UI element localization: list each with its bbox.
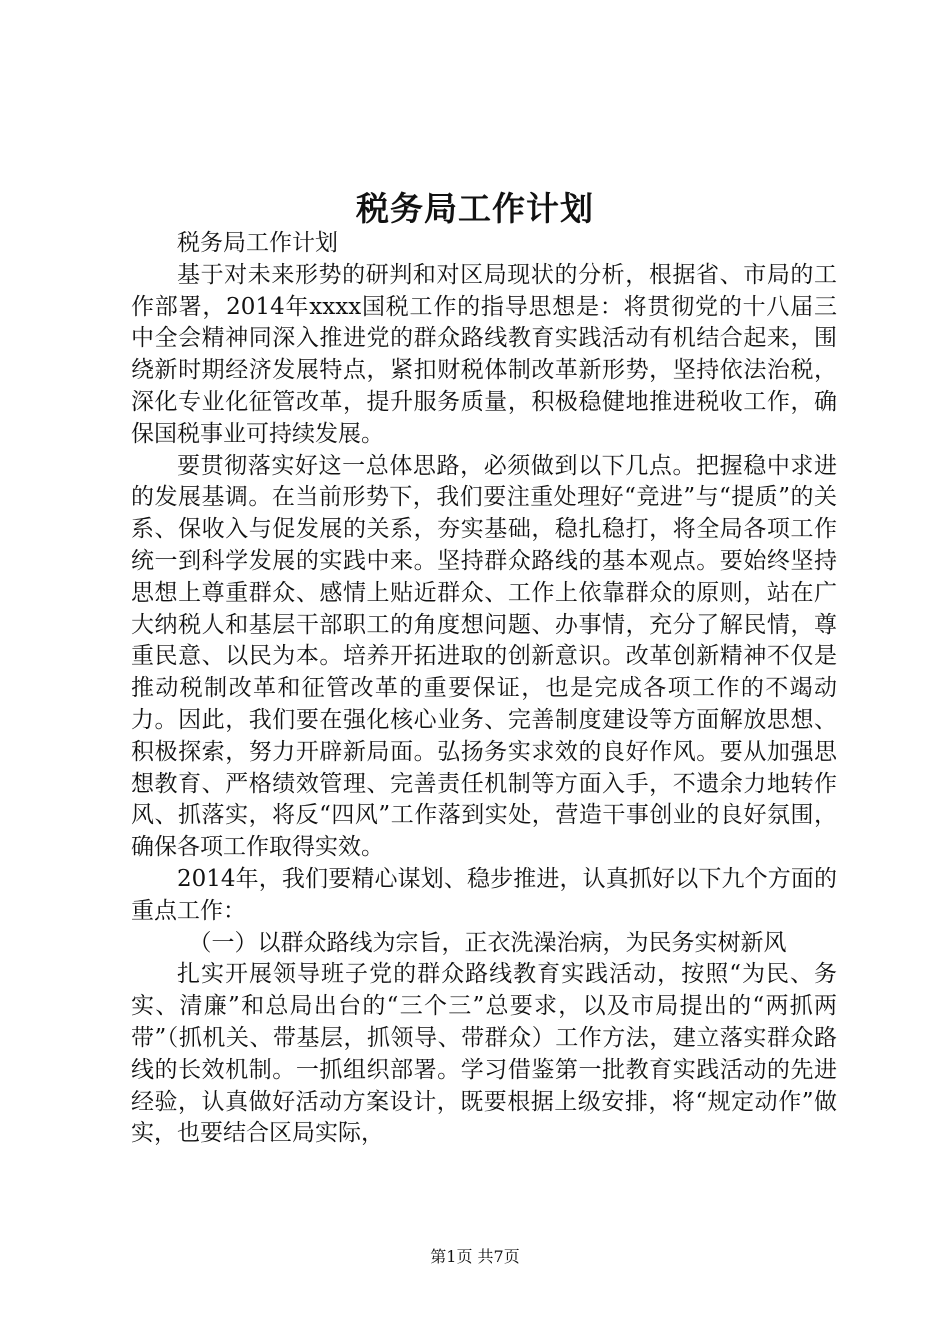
paragraph-mass-line: 扎实开展领导班子党的群众路线教育实践活动，按照“为民、务实、清廉”和总局出台的“三个三”总要求，以及市局提出的“两抓两带”（抓机关、带基层，抓领导、带群众）工作方法，建立落实群众路线的长效机制。一抓组织部署。学习借鉴第一批教育实践活动的先进经验，认真做好活动方案设计，既要根据上级安排，将“规定动作”做实，也要结合区局实际， <box>131 961 837 1147</box>
document-body <box>131 228 837 1150</box>
page-footer: 第1页 共7页 <box>430 1247 520 1266</box>
paragraph-nine-tasks: 2014年，我们要精心谋划、稳步推进，认真抓好以下九个方面的重点工作： <box>131 865 837 924</box>
section-heading-1: （一）以群众路线为宗旨，正衣洗澡治病，为民务实树新风 <box>188 929 787 956</box>
paragraph-guiding-thought: 基于对未来形势的研判和对区局现状的分析，根据省、市局的工作部署，2014年xxxx国税工作的指导思想是：将贯彻党的十八届三中全会精神同深入推进党的群众路线教育实践活动有机结合起来，围绕新时期经济发展特点，紧扣财税体制改革新形势，坚持依法治税，深化专业化征管改革，提升服务质量，积极稳健地推进税收工作，确保国税事业可持续发展。 <box>131 261 837 447</box>
page-title: 税务局工作计划 <box>356 189 594 228</box>
paragraph-subtitle: 税务局工作计划 <box>177 230 338 256</box>
paragraph-key-points: 要贯彻落实好这一总体思路，必须做到以下几点。把握稳中求进的发展基调。在当前形势下，我们要注重处理好“竞进”与“提质”的关系、保收入与促发展的关系，夯实基础，稳扎稳打，将全局各项工作统一到科学发展的实践中来。坚持群众路线的基本观点。要始终坚持思想上尊重群众、感情上贴近群众、工作上依靠群众的原则，站在广大纳税人和基层干部职工的角度想问题、办事情，充分了解民情，尊重民意、以民为本。培养开拓进取的创新意识。改革创新精神不仅是推动税制改革和征管改革的重要保证，也是完成各项工作的不竭动力。因此，我们要在强化核心业务、完善制度建设等方面解放思想、积极探索，努力开辟新局面。弘扬务实求效的良好作风。要从加强思想教育、严格绩效管理、完善责任机制等方面入手，不遗余力地转作风、抓落实，将反“四风”工作落到实处，营造干事创业的良好氛围，确保各项工作取得实效。 <box>131 452 837 861</box>
